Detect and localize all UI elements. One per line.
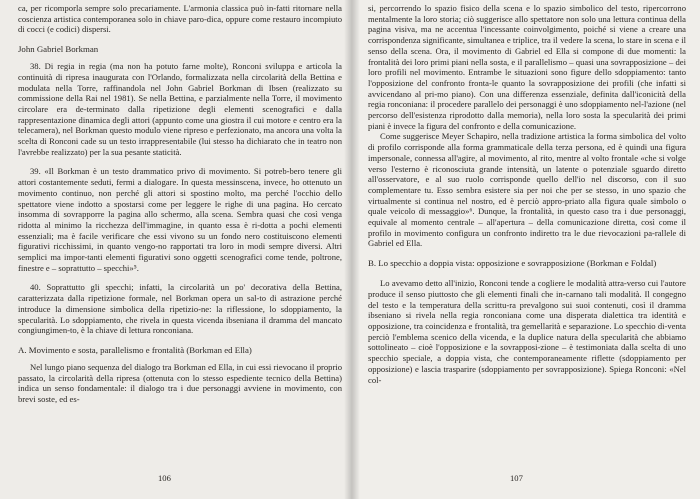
right-paragraph-schapiro: Come suggerisce Meyer Schapiro, nella tradizione artistica la forma simbolica del volto di profilo corrisponde alla forma grammaticale della terza persona, ed è quindi una figura impersonale, connessa all'agire, al movimento, al rito, mentre al volto frontale «che si volge verso l'esterno è riconosciuta grande intensità, un latente o potenziale sguardo diretto all'osservatore, e al suo ruolo corrisponde quello dell'io nel discorso, con il suo complementare tu. Esso sembra esistere sia per noi che per se stesso, in uno spazio che virtualmente si continua nel nostro, ed è perciò appro-priato alla figura quale simbolo o quale veicolo di messaggio»⁶. Dunque, la frontalità, in questo caso tra i due personaggi, equivale al momento centrale – all'apertura – della comunicazione diretta, così come il profilo in movimento configura un confronto indiretto tra le due rievocazioni pa-rallele di Gabriel ed Ella. (368, 131, 686, 249)
left-paragraph-intro: ca, per ricomporla sempre solo precariamente. L'armonia classica può in-fatti ritornare nella coscienza artistica contemporanea solo in chiave paro-dica, oppure come restauro incompiuto di cocci (e codici) dispersi. (18, 3, 342, 35)
right-paragraph-continuation: si, percorrendo lo spazio fisico della scena e lo spazio simbolico del testo, ripercorrono mentalmente la loro storia; ciò suggerisce allo spettatore non solo una lettura continua della pagina visiva, ma ne accentua l'incessante coinvolgimento, poiché si viene a creare una corrispondenza significante, simultanea e triplice, tra il vedere la scena, lo stare in scena e il senso della scena. Ora, il movimento di Gabriel ed Ella si compone di due momenti: la frontalità dei loro primi piani nella sosta, e il parallelismo – quasi una sovrapposizione – dei loro profili nel movimento. Entrambe le situazioni sono figure dello sdoppiamento: tanto l'opposizione del confronto fronta-le quanto la sovrapposizione dei profili (che infatti si avvicendano al pri-mo piano). Con una differenza essenziale, definita dall'iconicità della regia ronconiana: il procedere parallelo dei personaggi è uno sdoppiamento nel-l'azione (nel percorso dell'esistenza riprodotto dalla memoria), nella loro sosta la specularità dei primi piani è invece la figura del confronto e della comunicazione. (368, 3, 686, 131)
left-paragraph-40: 40. Soprattutto gli specchi; infatti, la circolarità un po' decorativa della Bettina, caratterizzata dalla ripetizione formale, nel Borkman opera un sal-to di astrazione perché introduce la dimensione simbolica della ripetizio-ne: la riflessione, lo sdoppiamento, la specularità. Lo sdoppiamento, che rivela in questa vicenda ibseniana il dramma del mancato congiungimen-to, è la chiave di lettura ronconiana. (18, 282, 342, 336)
right-paragraph-mirror: Lo avevamo detto all'inizio, Ronconi tende a cogliere le modalità attra-verso cui l'autore produce il senso piuttosto che gli elementi finali che in-carnano tali modalità. Il congegno del testo e la temperatura della scrittu-ra prevalgono sui suoi contenuti, così il dramma ibseniano si rivela nella regia ronconiana come una disperata dialettica tra identità e opposizione, tra coincidenza e frontalità, tra gemellarità e separazione. Lo specchio di-venta perciò l'emblema scenico della vicenda, e la duplice natura della specularità che abbiamo sottolineato – cioè l'opposizione e la sovrapposi-zione – è testimoniata dalla scelta di uno specchio speciale, a doppia vista, che contemporaneamente riflette (sdoppiamento per opposizione) e lascia trasparire (sdoppiamento per sovrapposizione). Spiega Ronconi: «Nel col- (368, 278, 686, 385)
right-page-number: 107 (510, 473, 523, 483)
left-section-heading: John Gabriel Borkman (18, 44, 99, 55)
left-subsection-heading: A. Movimento e sosta, parallelismo e frontalità (Borkman ed Ella) (18, 344, 252, 355)
left-paragraph-dialogue: Nel lungo piano sequenza del dialogo tra Borkman ed Ella, in cui essi rievocano il proprio passato, la circolarità della ripresa (ottenuta con lo stesso espediente tecnico della Bettina) indica un senso fondamentale: il dialogo tra i due personaggi avviene in movimento, con brevi soste, ed es- (18, 361, 342, 405)
left-paragraph-38: 38. Di regia in regia (ma non ha potuto farne molte), Ronconi sviluppa e articola la continuità di ripresa inaugurata con l'Orlando, formalizzata nella circolarità della Bettina e modulata nella Torre, raffinandola nel John Gabriel Borkman di Ibsen (realizzato su commissione della Rai nel 1981). Se nella Bettina, e parzialmente nella Torre, il movimento circolare era de-terminato dalla ripetizione degli elementi scenografici e dalla rappresentazione dinamica degli attori (appunto come una giostra il cui motore e centro era la telecamera), nel Borkman questo modulo viene ripreso e perfezionato, ma ancora una volta la scelta di Ronconi cade su un testo irrappresentabile (lui stesso ha dichiarato che in teatro non l'avrebbe realizzato) per la sua pesante staticità. (18, 61, 342, 157)
left-paragraph-39: 39. «Il Borkman è un testo drammatico privo di movimento. Si potreb-bero tenere gli attori costantemente seduti, fermi a dialogare. In questa messinscena, invece, ho ottenuto un movimento continuo, non perché gli attori si spostino molto, ma perché l'occhio dello spettatore viene indotto a spostarsi come per leggere le righe di una pagina. Ho cercato insomma di sovrapporre la pagina allo schermo, alla scena. Sembra quasi che così venga ridotta al minimo la ricchezza dell'immagine, in quanto essa è ri-dotta a pochi elementi essenziali; ma è facile verificare che essi vivono su un fondo nero costituiscono elementi figurativi ricchissimi, in quanto vengo-no rapportati tra loro in modi sempre diversi. Altri semplici ma impor-tanti elementi figurativi sono oggetti scenografici come tende, poltrone, finestre e – soprattutto – specchi»⁵. (18, 166, 342, 273)
left-page-number: 106 (158, 473, 171, 483)
right-page (352, 0, 700, 499)
right-subsection-heading: B. Lo specchio a doppia vista: opposizione e sovrapposizione (Borkman e Foldal) (368, 258, 657, 269)
